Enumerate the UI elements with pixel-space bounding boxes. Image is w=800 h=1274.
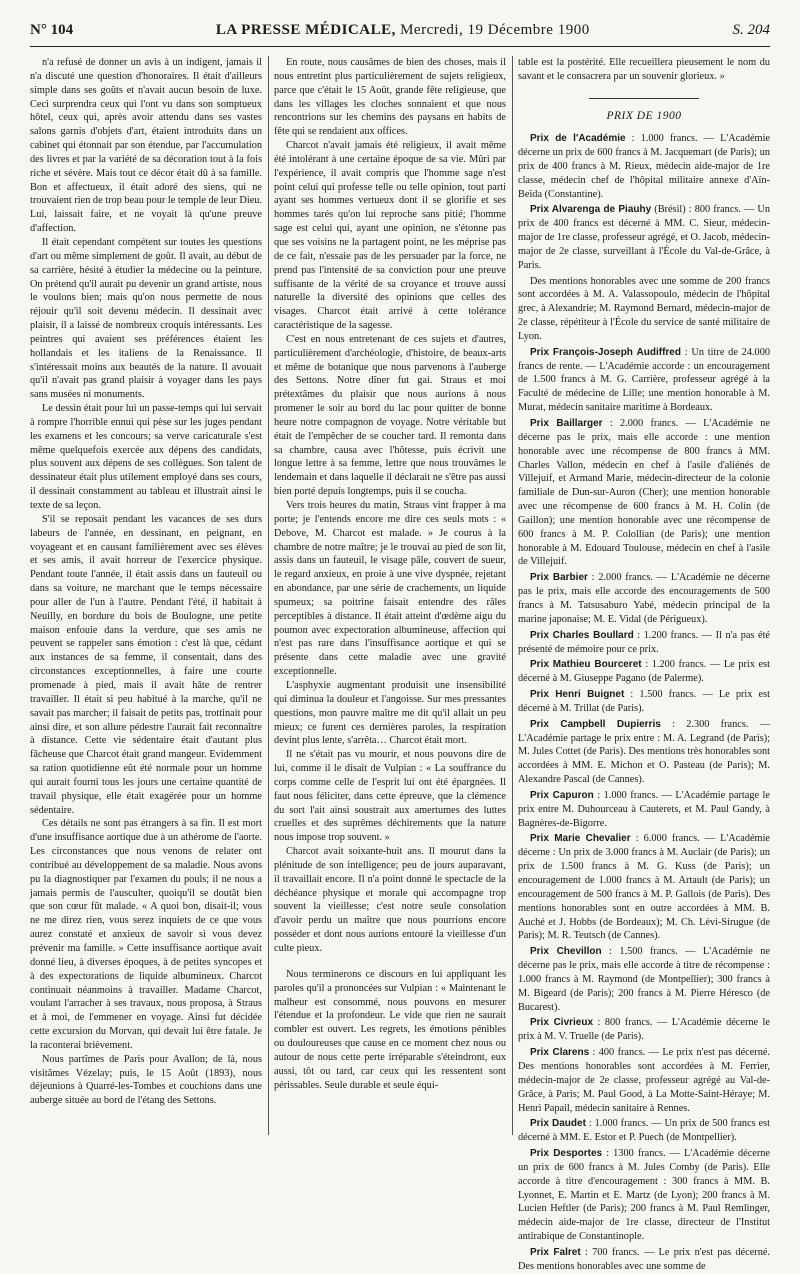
section-heading: PRIX DE 1900: [606, 109, 682, 122]
prize-entry: [518, 132, 770, 201]
prize-entry: [518, 346, 770, 415]
column-1: [30, 56, 262, 1134]
prize-name: Prix de l'Académie: [530, 133, 626, 145]
paragraph: Le dessin était pour lui un passe-temps qui lui servait à rompre l'horrible ennui qui pèse sur les juges pendant les examens et les concours; sa verve caricaturale s'est même quelquefois exercée aux dépens des candidats, plus souvent aux dépens de ses collègues. Son talent de dessinateur était plus utilement employé dans ses cours, il dessinait constamment au tableau et illustrait ainsi le texte de sa leçon.: [30, 403, 262, 511]
prize-entry: [518, 1147, 770, 1244]
page-folio: S. 204: [732, 22, 770, 38]
prize-text: : 1.000 francs. — L'Académie partage le prix entre M. Duhourceau à Cauterets, et M. Paul Gandy, à Bagnères-de-Bigorre.: [518, 789, 770, 829]
prize-text: : 6.000 francs. — L'Académie décerne : Un prix de 3.000 francs à M. Auclair (de Paris); un prix de 1.500 francs à M. G. Kuss (de Paris); un encouragement de 1.000 francs à M. Artault (de Paris); un encouragement de 500 francs à M. P. Gallois (de Paris). Des mentions honorables sont en outre accordées à MM. B. Auché et J. Hobbs (de Bordeaux); M. Ch. Lévi-Sirugue (de Paris); M. R. Teutsch (de Cannes).: [518, 833, 771, 942]
header-rule: [30, 46, 770, 47]
paragraph: Il était cependant compétent sur toutes les questions d'art ou même simplement de goût. Il avait, au début de sa carrière, hésité à étudier la médecine ou la peinture. On prétend qu'il aurait pu devenir un grand artiste, nous le voulons bien; mais qu'on nous permette de nous réjouir qu'il soit devenu médecin. Il dessinait avec plaisir, il a laissé de nombreux croquis intéressants. Les peintres qui avaient ses préférences étaient les hollandais et les italiens de la Renaissance. Il s'intéressait moins aux beautés de la nature. Il avouait qu'il n'avait pas grand plaisir à voyager dans les pays sans musées ni monuments.: [30, 236, 262, 401]
column-2: [274, 56, 506, 1134]
prize-entry: [518, 718, 770, 787]
prize-name: Prix Baillarger: [530, 418, 603, 430]
section-divider: [589, 98, 699, 99]
paragraph: Charcot n'avait jamais été religieux, il avait même été intolérant à une certaine époque de sa vie. Mûri par l'expérience, il avait compris que l'homme sage n'est point celui qui professe telle ou telle opinion, tout parti ayant ses hommes vertueux dont il se glorifie et ses hommes tarés qu'on lui reproche sans pitié; l'homme sage est celui qui, ayant une opinion, ne s'étonne pas que ses voisins ne la partagent point, ne les méprise pas de ce fait, n'essaie pas de les persuader par la force, ne prend pas l'intensité de sa conviction pour une preuve suffisante de la vérité de sa croyance et trouve aussi naturelle la diversité des opinions que celles des visages. Charcot était arrivé à cette tolérance caractéristique de la sagesse.: [274, 140, 506, 332]
prize-text: : 1.000 francs. — Un prix de 500 francs est décerné à MM. E. Estor et P. Puech (de Montpellier).: [518, 1118, 770, 1144]
issue-date: Mercredi, 19 Décembre 1900: [400, 22, 590, 38]
prize-entry: [518, 658, 770, 686]
issue-number: N° 104: [30, 22, 74, 38]
paragraph: C'est en nous entretenant de ces sujets et d'autres, particulièrement d'archéologie, d'histoire, de beaux-arts et même de botanique que nous parvenons à l'auberge des Settons. Notre dîner fut gai. Straus et moi prétextâmes du plaisir que nous aurions à nous promener le soir au bord du lac pour quitter de bonne heure notre compagnon de voyage. Notre véritable but était de l'empêcher de se coucher tard. Il remonta dans sa chambre, causa avec l'hôtesse, puis écrivit une longue lettre à sa femme, lettre que nous trouvâmes le lendemain et dans laquelle il déclarait ne s'être pas aussi bien porté depuis longtemps, puis il se coucha.: [274, 333, 506, 498]
prize-text: : 1.500 francs. — Le prix est décerné à M. Trillat (de Paris).: [518, 689, 770, 714]
paragraph: Vers trois heures du matin, Straus vint frapper à ma porte; je l'entends encore me dire ces seuls mots : « Debove, M. Charcot est malade. » Je courus à la chambre de notre maître; je le trouvai au pied de son lit, assis dans un fauteuil, le visage pâle, couvert de sueur, le regard anxieux, en proie à une vive dyspnée, rejetant en abondance, par une série de crachements, un liquide spumeux; sa poitrine faisait entendre des râles perceptibles à distance. Il était atteint d'œdème aigu du poumon avec expectoration albumineuse, affection qui n'est pas rare dans l'insuffisance aortique et qui se présente dans cette maladie avec une gravité exceptionnelle.: [274, 500, 506, 678]
paragraph: L'asphyxie augmentant produisit une insensibilité qui diminua la douleur et l'angoisse. Sur mes pressantes questions, mon pauvre maître me dit qu'il allait un peu mieux; ce furent ces dernières paroles, la respiration devint plus lente, s'arrêta… Charcot était mort.: [274, 679, 506, 747]
prize-text: : 1.200 francs. — Il n'a pas été présenté de mémoire pour ce prix.: [518, 629, 770, 655]
paragraph: table est la postérité. Elle recueillera pieusement le nom du savant et le consacrera par un souvenir glorieux. »: [518, 57, 770, 82]
prize-entry: [518, 1016, 770, 1044]
paragraph: Ces détails ne sont pas étrangers à sa fin. Il est mort d'une insuffisance aortique due à un athérome de l'aorte. Les circonstances que nous venons de relater ont contribué au développement de sa maladie. Nous avons pu la diagnostiquer par l'examen du pouls; il ne nous a jamais permis de l'ausculter, quoiqu'il se doutât bien que son cœur fût malade. « A quoi bon, disait-il; vous ne me direz rien, vous serez inquiets de ce que vous aurez constaté et anxieux de savoir si vous devez prévenir ma famille. » Cette insuffisance aortique avait donné lieu, à diverses époques, à de petites syncopes et à des expectorations de liquide albumineux. Charcot continuait néanmoins à travailler. Madame Charcot, voulant l'arracher à ses travaux, nous proposa, à Straus et à moi, de l'emmener en voyage. Ainsi fut décidée cette excursion du Morvan, qui devait lui être fatale. Je la raconterai brièvement.: [30, 818, 262, 1051]
prize-entry: [518, 571, 770, 626]
paragraph: n'a refusé de donner un avis à un indigent, jamais il n'a discuté une question d'honoraires. Il était d'ailleurs simple dans ses goûts et n'avait aucun besoin de luxe. Ceci surprendra ceux qui l'ont vu dans son somptueux hôtel, ceux qui, après avoir attendu dans ses vastes salons garnis d'objets d'art, étaient introduits dans un cabinet qui étonnait par son étendue, par l'accumulation des livres et par la variété de sa décoration tout à la fois riche et sévère. Mais tout ce décor était dû à sa famille. Bon et affectueux, il était adoré des siens, qui ne trouvaient rien de trop beau pour le temple de leur Dieu. Lui, laissait faire, et ne voyait là qu'une preuve d'affection.: [30, 57, 262, 235]
prize-text: : 400 francs. — Le prix n'est pas décerné. Des mentions honorables sont accordées à M. Ferrier, médecin-major de 2e classe, professeur agrégé au Val-de-Grâce, à Paris; M. Paul Good, à La Motte-Saint-Héraye; M. Henri Papail, médecin sanitaire à Rennes.: [518, 1047, 770, 1114]
prize-text: : 700 francs. — Le prix n'est pas décerné. Des mentions honorables avec une somme de: [518, 1246, 770, 1272]
prize-text: : 1300 francs. — L'Académie décerne un prix de 600 francs à M. Jules Comby (de Paris). Elle accorde à titre d'encouragement : 300 francs à MM. B. Lyonnet, E. Martin et E. Martz (de Lyon); 200 francs à M. Lucien Heftler (de Paris); 200 francs à M. Paul Remlinger, médecin aide-major de 1re classe, directeur de l'Institut antirabique de Constantinople.: [518, 1148, 771, 1243]
column-3: [518, 56, 771, 1272]
prize-name: Prix Barbier: [530, 572, 588, 584]
prize-entry: [518, 688, 770, 716]
prize-name: Prix Desportes: [530, 1148, 603, 1160]
paragraph: Nous partîmes de Paris pour Avallon; de là, nous visitâmes Vézelay; puis, le 15 Août (1893), nous déjeunions à Quarré-les-Tombes et couchions dans une auberge située au bord de l'étang des Settons.: [30, 1053, 262, 1107]
prize-name: Prix Marie Chevalier: [530, 833, 631, 845]
paragraph: S'il se reposait pendant les vacances de ses durs labeurs de l'année, en dessinant, en peignant, en voyageant et en causant familièrement avec ses élèves et ses amis, il avait horreur de l'exercice physique. Pendant toute l'année, il était assis dans un fauteuil ou dans sa voiture, ne marchant que le temps nécessaire pour aller de l'un à l'autre. Pendant l'été, il habitait à Neuilly, en bordure du bois de Boulogne, une petite maison enfouie dans la verdure, que ses amis ne peuvent se rappeler sans émotion : c'est là que, cédant aux instances de sa femme, il consentait, dans des circonstances exceptionnelles, à faire une courte promenade à pied, mais il avait hâte de rentrer travailler. Il était si peu habitué à la marche, qu'il ne savait pas marcher; il faisait de petits pas, trottinait pour ainsi dire, et son allure pédestre l'aurait fait reconnaître à distance. Cette vie sédentaire était d'autant plus fâcheuse que Charcot était grand mangeur. Evidemment sa ration quotidienne eût été normale pour un homme qui aurait fourni tous les jours une certaine quantité de travail physique, elle était exagérée pour un homme sédentaire.: [30, 513, 262, 816]
prize-entry: [518, 1117, 770, 1145]
prize-name: Prix Campbell Dupierris: [530, 718, 661, 730]
paragraph: Il ne s'était pas vu mourir, et nous pouvons dire de lui, comme il le disait de Vulpian : « La souffrance du corps comme celle de l'esprit lui ont été épargnées. Il faut nous féliciter, dans cette épreuve, que la clémence du sort l'ait ainsi soustrait aux amertumes des luttes cruelles et des suprêmes déchirements que la nature nous impose trop souvent. »: [274, 749, 506, 844]
prize-entry: [518, 203, 770, 272]
prize-text: : 1.000 francs. — L'Académie décerne un prix de 600 francs à M. Jacquemart (de Paris); un prix de 400 francs à M. Rieux, médecin aide-major de 1re classe, médecin chef de l'hôpital militaire annexe d'Aïn-Beïda (Constantine).: [518, 133, 770, 200]
prize-text: : 1.500 francs. — L'Académie ne décerne pas le prix, mais elle accorde à titre de récompense : 1.000 francs à M. Raymond (de Montpellier); 300 francs à M. Bigeard (de Paris); 200 francs à M. Pierre Hérescо (de Bucarest).: [518, 946, 770, 1013]
prize-list: [518, 132, 770, 1274]
prize-text: : 2.300 francs. — L'Académie partage le prix entre : M. A. Legrand (de Paris); M. Jules Cottet (de Paris). Des mentions très honorables sont accordées à MM. E. Michon et O. Pasteau (de Paris); M. Alexandre Pascal (de Cannes).: [518, 718, 770, 786]
journal-title: [216, 22, 590, 39]
prize-entry: [518, 832, 770, 943]
paragraph: Nous terminerons ce discours en lui appliquant les paroles qu'il a prononcées sur Vulpian : « Maintenant le malheur est consommé, nous pouvons en mesurer l'étendue et la profondeur. Le vide que rien ne saurait combler est ouvert. Les regrets, les émotions pénibles ou douloureuses que cause en ce moment chez nous ou autour de nous cette perte irréparable s'éteindront, eux aussi, tôt ou tard, car ceux qui les ressentent sont périssables. Seule durable et seule équi-: [274, 968, 506, 1091]
paragraph: En route, nous causâmes de bien des choses, mais il nous entretint plus particulièrement de sujets religieux, parce que c'était le 15 Août, grande fête religieuse, que dans les villages les cloches sonnaient et que nous rencontrions sur les chemins des paysans en habits de fête qui se rendaient aux offices.: [274, 57, 506, 138]
prize-name: Prix Civrieux: [530, 1017, 594, 1029]
prize-entry: [518, 789, 770, 831]
prize-entry: [518, 1046, 770, 1115]
prize-text: : 2.000 francs. — L'Académie ne décerne pas le prix, mais elle accorde des encouragements de 500 francs à M. Tatsusaburo Yabé, médecin principal de la marine japonaise; M. E. Vidal (de Périgueux).: [518, 572, 770, 625]
prize-text: Des mentions honorables avec une somme de 200 francs sont accordées à M. A. Valassopoulo, médecin de l'hôpital grec, à Alexandrie; M. Raymond Bernard, médecin-major de 2e classe, répétiteur à l'École du service de santé militaire de Lyon.: [518, 275, 770, 342]
prize-text: : 800 francs. — L'Académie décerne le prix à M. V. Truelle (de Paris).: [518, 1017, 770, 1043]
prize-name: Prix Chevillon: [530, 946, 602, 958]
prize-text: (Brésil) : 800 francs. — Un prix de 400 francs est décerné à MM. C. Sieur, médecin-major de 1re classe, professeur agrégé, et O. Jacob, médecin-major de 2e classe, surveillant à l'École du Val-de-Grâce, à Paris.: [518, 204, 770, 271]
prize-text: : Un titre de 24.000 francs de rente. — L'Académie accorde : un encouragement de 1.500 francs à M. G. Carrière, professeur agrégé à la Faculté de médecine de Lille; une mention honorable à M. Murat, médecin sanitaire maritime à Bordeaux.: [518, 346, 771, 414]
page-header: [30, 22, 770, 44]
paragraph: Charcot avait soixante-huit ans. Il mourut dans la plénitude de son intelligence; peu de jours auparavant, il travaillait encore. Il n'a point donné le spectacle de la déchéance physique et morale qui accompagne trop souvent la vieillesse; c'est notre seule consolation d'avoir perdu un maître que nous pourrions encore posséder et dont nous aurions entouré la vieillesse d'un culte pieux.: [274, 846, 506, 954]
prize-name: Prix Mathieu Bourceret: [530, 659, 642, 671]
prize-entry: [518, 275, 770, 344]
prize-entry: [518, 945, 770, 1014]
prize-name: Prix François-Joseph Audiffred: [530, 346, 681, 358]
prize-name: Prix Daudet: [530, 1118, 586, 1130]
prize-entry: [518, 629, 770, 657]
prize-text: : 2.000 francs. — L'Académie ne décerne pas le prix, mais elle accorde : une mention honorable avec une récompense de 800 francs à MM. Charles Vallon, médecin en chef à l'asile d'aliénés de Villejuif, et Armand Marie, médecin-directeur de la colonie familiale de Dun-sur-Auron (Cher); une mention honorable avec une récompense de 600 francs à M. H. Colin (de Gaillon); une mention honorable avec une récompense de 600 francs à M. P. Colollian (de Paris); une mention honorable à M. Edouard Toulouse, médecin en chef à l'asile de Villejuif.: [518, 418, 770, 568]
prize-name: Prix Alvarenga de Piauhy: [530, 204, 652, 216]
prize-name: Prix Capuron: [530, 789, 594, 801]
column-divider: [512, 56, 513, 1135]
prize-text: : 1.200 francs. — Le prix est décerné à M. Giuseppe Pagano (de Palerme).: [518, 659, 770, 685]
prize-name: Prix Charles Boullard: [530, 629, 634, 641]
prize-entry: [518, 417, 770, 569]
journal-name: LA PRESSE MÉDICALE,: [215, 22, 396, 38]
prize-name: Prix Clarens: [530, 1047, 590, 1059]
prize-name: Prix Falret: [530, 1246, 581, 1258]
prize-entry: [518, 1246, 770, 1274]
column-divider: [268, 56, 269, 1135]
prize-name: Prix Henri Buignet: [530, 689, 625, 701]
